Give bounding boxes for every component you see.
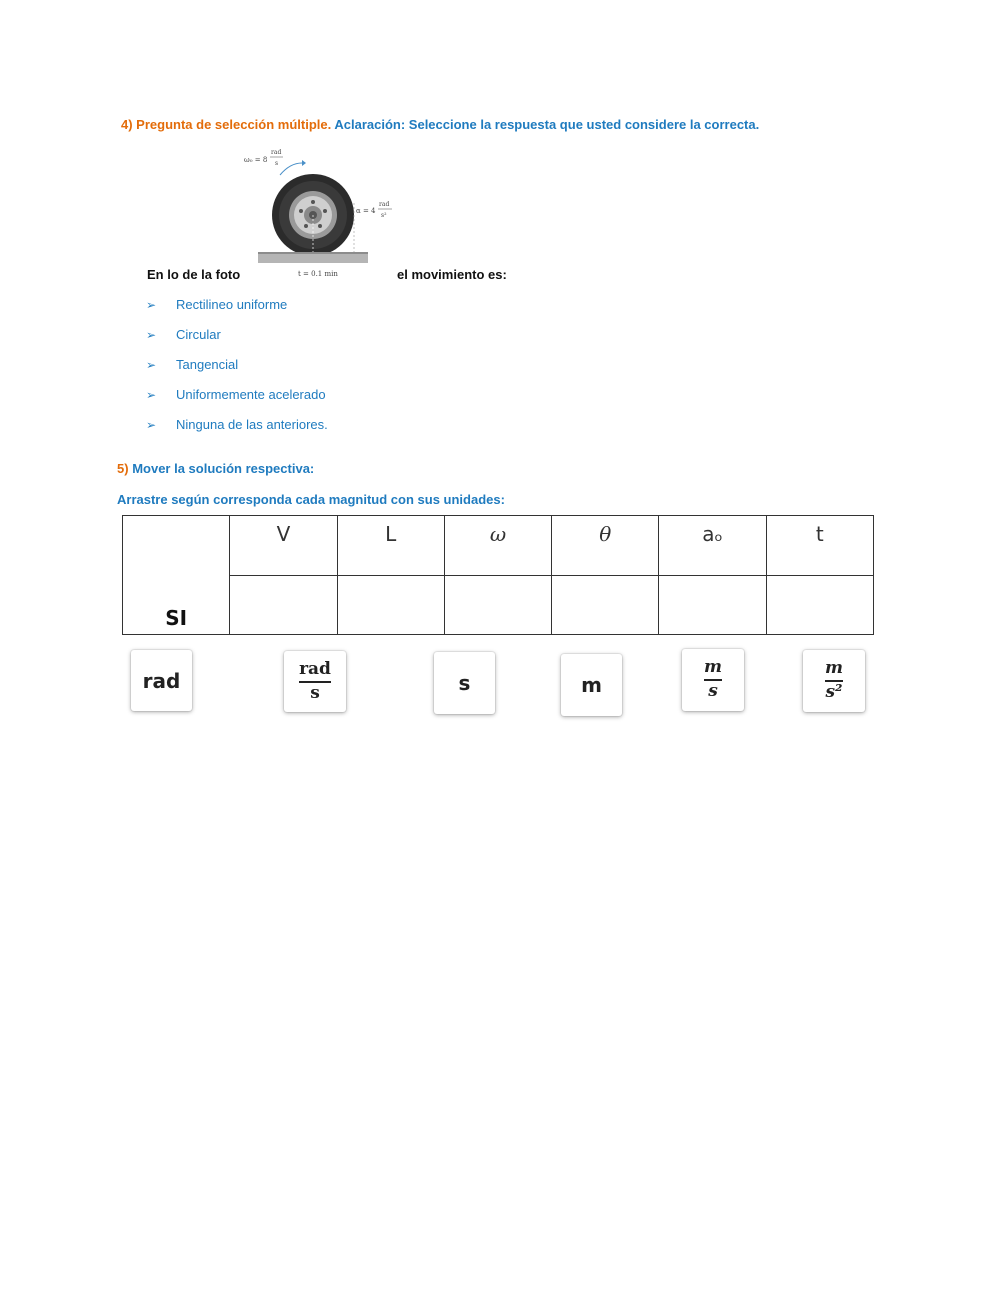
question-4-instruction: Aclaración: Seleccione la respuesta que usted considere la correcta. <box>334 117 760 132</box>
drop-zone-l[interactable] <box>337 575 444 635</box>
drop-zone-v[interactable] <box>230 575 337 635</box>
si-row-label-cell <box>123 516 230 635</box>
question-5-header <box>117 461 314 476</box>
time-label: t = 0.1 min <box>298 270 338 278</box>
omega-unit-den: s <box>275 160 279 167</box>
arrow-bullet-icon: ➢ <box>146 388 157 402</box>
si-label: SI <box>165 606 188 630</box>
option-label: Circular <box>176 327 221 342</box>
prompt-before: En lo de la foto <box>147 267 241 282</box>
alpha-unit-num: rad <box>379 201 390 208</box>
arrow-bullet-icon: ➢ <box>146 328 157 342</box>
chip-s[interactable]: s <box>434 652 495 714</box>
arrow-bullet-icon: ➢ <box>146 298 157 312</box>
option-label: Tangencial <box>176 357 239 372</box>
chip-m[interactable]: m <box>561 654 622 716</box>
question-4-header <box>121 117 759 132</box>
option-label: Uniformemente acelerado <box>176 387 326 402</box>
question-5-number: 5) <box>117 461 129 476</box>
option-5[interactable] <box>146 417 328 432</box>
chip-m-per-s2[interactable]: $\frac{m}{\text{s²}}$ <box>803 650 865 712</box>
omega-unit-num: rad <box>271 149 282 156</box>
option-2[interactable] <box>146 327 221 342</box>
wheel-diagram <box>240 145 396 280</box>
arrow-bullet-icon: ➢ <box>146 358 157 372</box>
header-l: L <box>337 516 444 576</box>
option-1[interactable] <box>146 297 287 312</box>
question-5-title: Mover la solución respectiva: <box>132 461 315 476</box>
wheel-figure <box>240 145 396 280</box>
omega-label: ω₀ = 8 <box>244 156 268 164</box>
chip-rad-per-s[interactable]: $\frac{\text{rad}}{s}$ <box>284 651 346 712</box>
option-label: Ninguna de las anteriores. <box>176 417 328 432</box>
units-table <box>122 515 874 635</box>
header-v: V <box>230 516 337 576</box>
question-5-instruction: Arrastre según corresponda cada magnitud con sus unidades: <box>117 492 505 507</box>
drop-zone-ac[interactable] <box>659 575 766 635</box>
option-3[interactable] <box>146 357 238 372</box>
question-4-number: 4) Pregunta de selección múltiple. <box>121 117 332 132</box>
drop-zone-omega[interactable] <box>444 575 551 635</box>
option-4[interactable] <box>146 387 326 402</box>
chip-rad[interactable]: rad <box>131 650 192 711</box>
header-t: t <box>766 516 873 576</box>
drop-zone-theta[interactable] <box>552 575 659 635</box>
chip-m-per-s[interactable]: $\frac{m}{s}$ <box>682 649 744 711</box>
header-ac: aₒ <box>659 516 766 576</box>
header-theta: θ <box>552 516 659 576</box>
drop-zone-t[interactable] <box>766 575 873 635</box>
prompt-after: el movimiento es: <box>397 267 507 282</box>
alpha-unit-den: s² <box>381 212 387 219</box>
header-omega: ω <box>444 516 551 576</box>
alpha-label: α = 4 <box>356 207 376 215</box>
arrow-bullet-icon: ➢ <box>146 418 157 432</box>
option-label: Rectilineo uniforme <box>176 297 288 312</box>
